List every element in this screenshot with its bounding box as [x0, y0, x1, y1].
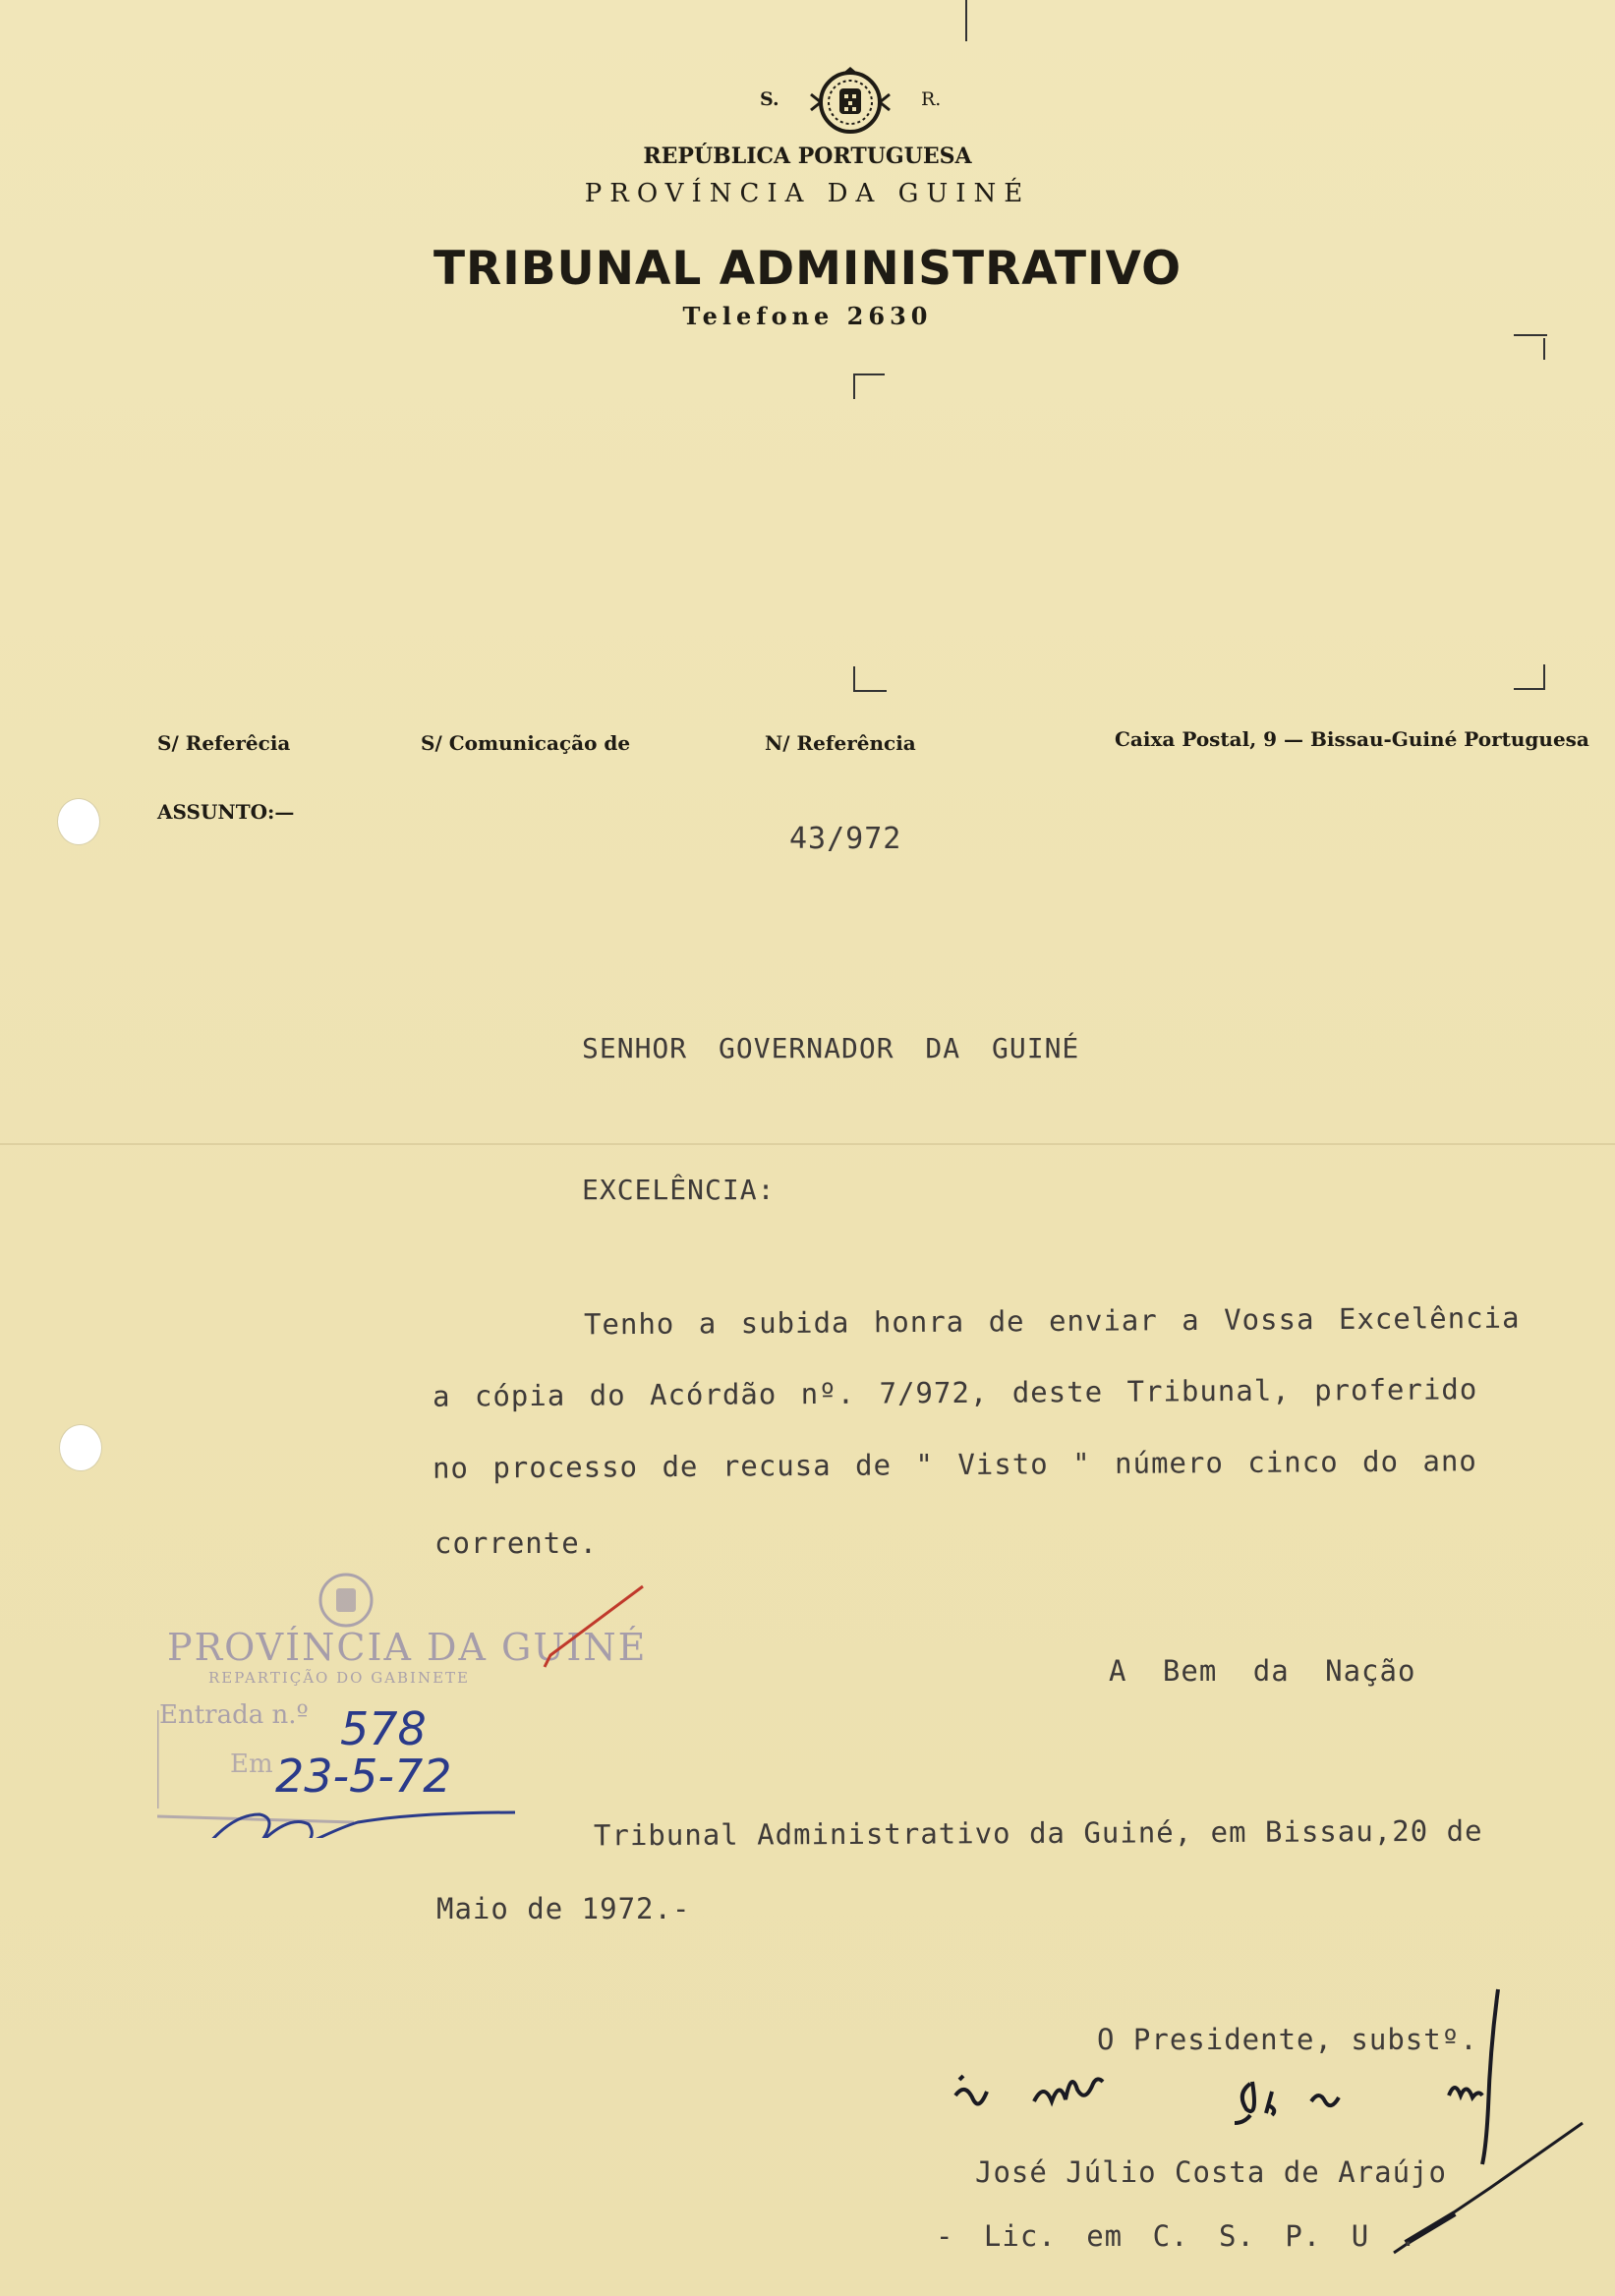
place-date-line: Tribunal Administrativo da Guiné, em Bissau,20 de — [593, 1813, 1483, 1853]
stamp-department: REPARTIÇÃO DO GABINETE — [208, 1669, 471, 1687]
closing-formula: A Bem da Nação — [1109, 1654, 1416, 1688]
signatory-degree: - Lic. em C. S. P. U . — [936, 2219, 1418, 2253]
body-line: a cópia do Acórdão nº. 7/972, deste Tribunal, proferido — [432, 1372, 1478, 1413]
red-check-mark-icon — [541, 1582, 649, 1671]
body-line: Tenho a subida honra de enviar a Vossa Excelência — [583, 1300, 1521, 1342]
province-heading: PROVÍNCIA DA GUINÉ — [584, 179, 1031, 208]
republic-heading: REPÚBLICA PORTUGUESA — [643, 144, 972, 169]
fold-mark — [965, 0, 967, 41]
telephone-line: Telefone 2630 — [682, 302, 933, 330]
postal-address: Caixa Postal, 9 — Bissau-Guiné Portuguesa — [1115, 727, 1589, 751]
window-corner-mark — [1514, 334, 1547, 336]
s-referencia-label: S/ Referêcia — [157, 731, 291, 755]
window-corner-mark — [853, 373, 855, 399]
stamp-initials — [157, 1563, 570, 1838]
window-corner-mark — [853, 666, 855, 692]
addressee: SENHOR GOVERNADOR DA GUINÉ — [582, 1032, 1080, 1064]
window-corner-mark — [853, 690, 887, 692]
punch-hole — [59, 1424, 102, 1471]
n-referencia-label: N/ Referência — [765, 731, 916, 755]
paper-fold — [0, 1143, 1615, 1145]
body-line: no processo de recusa de " Visto " número cinco do ano — [432, 1444, 1477, 1485]
reception-stamp — [157, 1563, 648, 1838]
place-date-line: Maio de 1972.- — [436, 1892, 691, 1925]
window-corner-mark — [853, 373, 885, 375]
letterhead-left-letter: S. — [760, 88, 779, 110]
stamp-entry-label: Entrada n.º — [159, 1700, 309, 1730]
institution-heading: TRIBUNAL ADMINISTRATIVO — [433, 242, 1182, 296]
stamp-province: PROVÍNCIA DA GUINÉ — [167, 1626, 648, 1669]
window-corner-mark — [1514, 688, 1545, 690]
s-comunicacao-label: S/ Comunicação de — [421, 731, 631, 755]
body-line: corrente. — [434, 1526, 599, 1560]
letterhead-right-letter: R. — [921, 88, 942, 110]
reference-number: 43/972 — [789, 822, 902, 856]
salutation: EXCELÊNCIA: — [582, 1174, 776, 1206]
signatory-name: José Júlio Costa de Araújo — [975, 2155, 1447, 2189]
coat-of-arms-icon — [806, 65, 894, 140]
assunto-label: ASSUNTO:— — [157, 800, 295, 824]
window-corner-mark — [1543, 338, 1545, 360]
punch-hole — [57, 798, 100, 845]
window-corner-mark — [1543, 664, 1545, 690]
signatory-title: O Presidente, substº. — [1097, 2023, 1478, 2056]
stamp-entry-number: 578 — [340, 1702, 427, 1755]
stamp-entry-date: 23-5-72 — [275, 1750, 452, 1803]
stamp-date-label: Em — [230, 1750, 273, 1779]
